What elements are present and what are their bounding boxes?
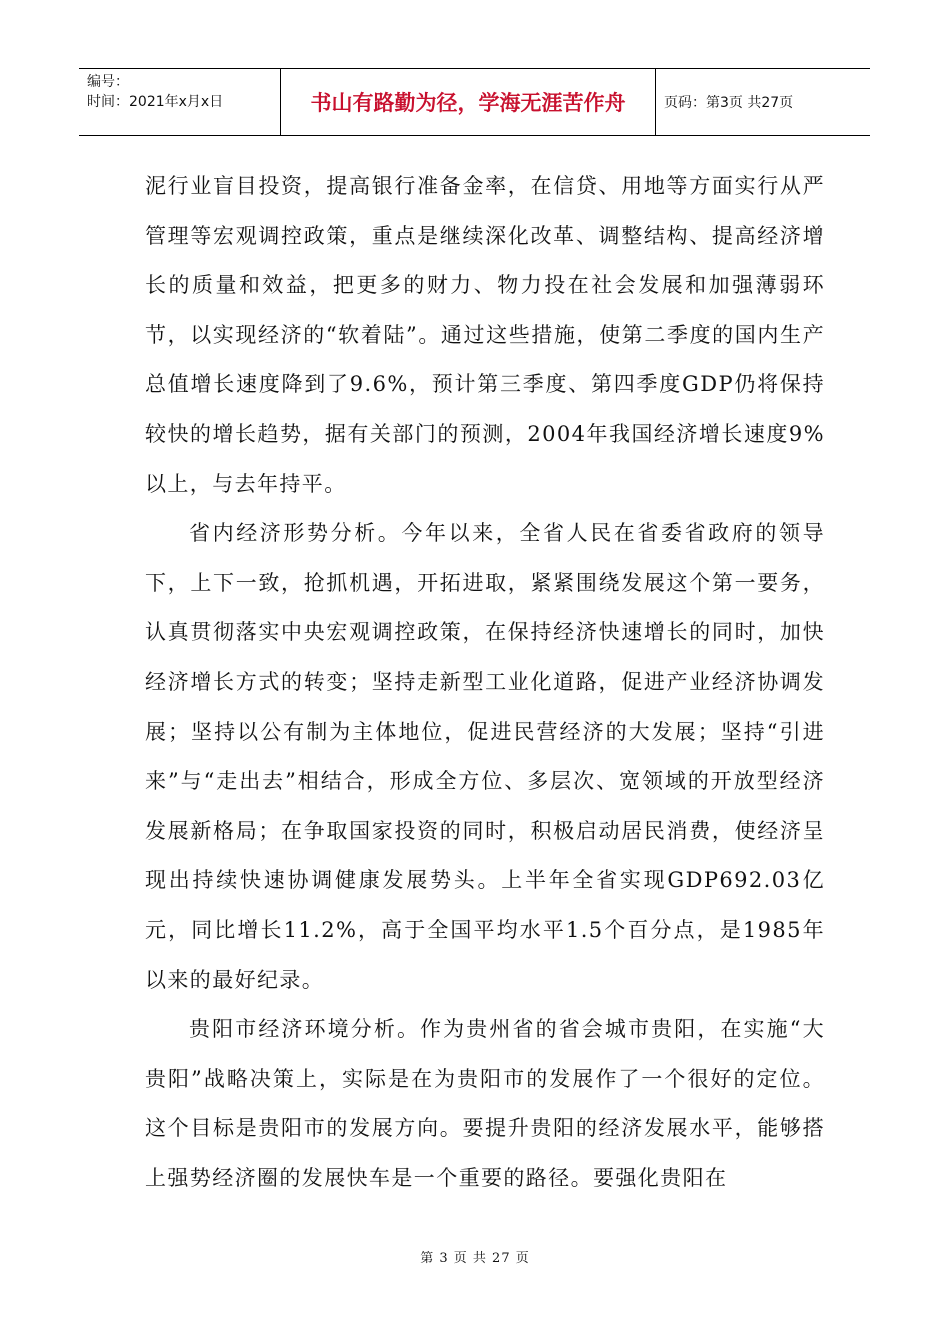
header-meta-cell bbox=[79, 69, 281, 135]
header-page-info: 页码：第3页 共27页 bbox=[664, 95, 794, 111]
header-motto: 书山有路勤为径，学海无涯苦作舟 bbox=[310, 91, 626, 115]
page-header bbox=[79, 68, 870, 136]
body-paragraph-guiyang: 贵阳市经济环境分析。作为贵州省的省会城市贵阳，在实施“大贵阳”战略决策上，实际是在为贵阳市的发展作了一个很好的定位。这个目标是贵阳市的发展方向。要提升贵阳的经济发展水平，能够搭上强势经济圈的发展快车是一个重要的路径。要强化贵阳在 bbox=[145, 1017, 825, 1190]
document-number-label: 编号： bbox=[87, 74, 129, 90]
document-date-label: 时间：2021年x月x日 bbox=[87, 94, 224, 110]
page-footer: 第 3 页 共 27 页 bbox=[420, 1251, 530, 1266]
body-paragraph-continued: 泥行业盲目投资，提高银行准备金率，在信贷、用地等方面实行从严管理等宏观调控政策，重点是继续深化改革、调整结构、提高经济增长的质量和效益，把更多的财力、物力投在社会发展和加强薄弱环节，以实现经济的“软着陆”。通过这些措施，使第二季度的国内生产总值增长速度降到了9.6%，预计第三季度、第四季度GDP仍将保持较快的增长趋势，据有关部门的预测，2004年我国经济增长速度9%以上，与去年持平。 bbox=[145, 174, 825, 496]
header-page-cell bbox=[656, 69, 870, 135]
document-body bbox=[145, 162, 825, 1203]
body-paragraph-province: 省内经济形势分析。今年以来，全省人民在省委省政府的领导下，上下一致，抢抓机遇，开拓进取，紧紧围绕发展这个第一要务，认真贯彻落实中央宏观调控政策，在保持经济快速增长的同时，加快经济增长方式的转变；坚持走新型工业化道路，促进产业经济协调发展；坚持以公有制为主体地位，促进民营经济的大发展；坚持“引进来”与“走出去”相结合，形成全方位、多层次、宽领域的开放型经济发展新格局；在争取国家投资的同时，积极启动居民消费，使经济呈现出持续快速协调健康发展势头。上半年全省实现GDP692.03亿元，同比增长11.2%，高于全国平均水平1.5个百分点，是1985年以来的最好纪录。 bbox=[145, 521, 825, 992]
header-motto-cell bbox=[281, 69, 656, 135]
